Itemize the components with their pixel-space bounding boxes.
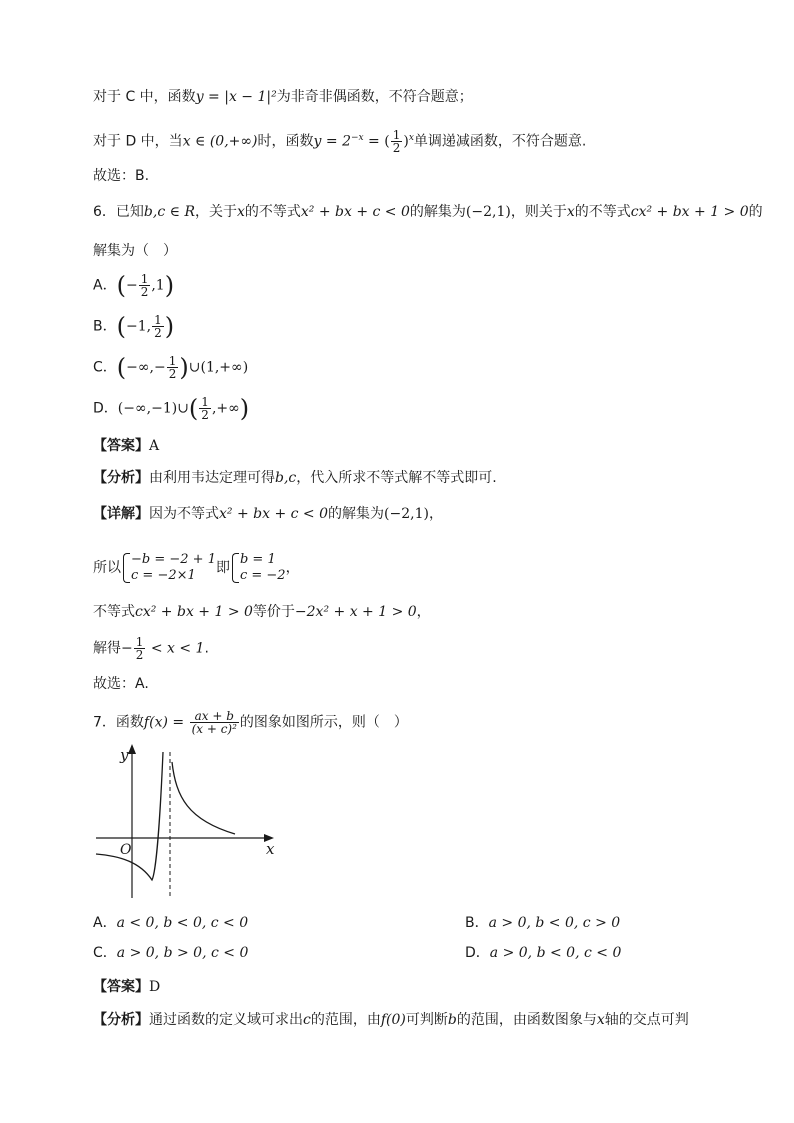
- option-text: a > 0, b > 0, c < 0: [116, 945, 249, 961]
- equivalence-6: [93, 601, 734, 623]
- text: 的范围，由函数图象与: [456, 1012, 597, 1028]
- text: 的不等式: [244, 204, 301, 220]
- analysis-6: [93, 467, 734, 489]
- math: −2x² + x + 1 > 0: [294, 604, 417, 620]
- answer-value: A: [149, 438, 160, 454]
- math: ∪: [177, 400, 189, 417]
- option-text: a < 0, b < 0, c < 0: [116, 915, 249, 931]
- curve-right-branch: [172, 762, 235, 834]
- question-6-option-c: [93, 355, 734, 380]
- text: 轴的交点可判: [604, 1012, 689, 1028]
- option-label: D．: [465, 945, 490, 961]
- question-6-option-a: [93, 273, 734, 298]
- text: 时，函数: [257, 133, 314, 150]
- math: < x < 1: [146, 640, 205, 657]
- numerator: 1: [154, 313, 162, 327]
- math: ): [403, 133, 409, 150]
- equation: c = −2×1: [131, 568, 196, 583]
- math: −∞,−: [126, 359, 166, 376]
- analysis-7: [93, 1009, 734, 1031]
- text: 因为不等式: [149, 506, 219, 522]
- math: x ∈ (0,+∞): [182, 133, 258, 150]
- paragraph-option-d: [93, 127, 734, 154]
- math: x² + bx + c < 0: [219, 506, 329, 522]
- option-text: a > 0, b < 0, c < 0: [489, 945, 622, 961]
- denominator: 2: [392, 141, 401, 156]
- fraction: [167, 355, 179, 380]
- math: (−∞,−1): [117, 400, 178, 417]
- paren: ): [164, 312, 175, 341]
- math: x: [408, 133, 414, 143]
- fraction: [391, 129, 403, 154]
- math: b,c ∈ R: [143, 204, 195, 220]
- origin-label: O: [120, 842, 132, 858]
- math: = (: [363, 133, 390, 150]
- option-label: A．: [93, 915, 117, 931]
- text: ，则关于: [510, 204, 567, 220]
- denominator: 2: [140, 285, 149, 299]
- text: ，: [285, 560, 300, 576]
- math: x: [236, 204, 245, 220]
- text: 7．函数: [93, 714, 144, 731]
- math: cx² + bx + 1 > 0: [630, 204, 749, 220]
- paren: (: [116, 271, 126, 300]
- fraction: [134, 636, 146, 661]
- answer-7: [93, 976, 734, 998]
- math: (1,+∞): [200, 359, 249, 376]
- math: x: [566, 204, 575, 220]
- equation: c = −2: [239, 568, 286, 583]
- text: 单调递减函数，不符合题意.: [413, 133, 587, 150]
- fraction: [139, 273, 151, 298]
- select-6: 故选：A.: [93, 676, 149, 692]
- denominator: (x + c)²: [191, 722, 237, 736]
- question-6-option-b: [93, 314, 734, 339]
- analysis-tag: 【分析】: [93, 1012, 149, 1028]
- numerator: ax + b: [190, 710, 239, 723]
- math: c: [303, 1012, 311, 1028]
- fraction: [190, 710, 239, 735]
- text: 为非奇非偶函数，不符合题意；: [276, 89, 473, 105]
- numerator: 1: [135, 635, 144, 649]
- denominator: 2: [154, 326, 162, 340]
- numerator: 1: [201, 395, 209, 409]
- curve-left-branch: [96, 752, 163, 880]
- text: 的范围，由: [310, 1012, 381, 1028]
- text: ，代入所求不等式解不等式即可.: [296, 470, 497, 486]
- system-6: [93, 548, 734, 588]
- option-label: B．: [465, 915, 489, 931]
- analysis-tag: 【分析】: [93, 470, 149, 486]
- option-a: [93, 915, 248, 931]
- text: 对于 D 中，当: [93, 133, 183, 150]
- solution-6: [93, 636, 734, 661]
- math: ,1: [151, 277, 165, 294]
- math: x: [596, 1012, 605, 1028]
- text: 等价于: [252, 604, 295, 620]
- answer-6: [93, 435, 734, 457]
- math: y = 2: [313, 133, 351, 150]
- fraction: [199, 396, 211, 421]
- numerator: 1: [392, 128, 401, 143]
- question-6-option-d: [93, 396, 734, 421]
- math: b: [447, 1012, 457, 1028]
- answer-value: D: [149, 979, 161, 995]
- math: cx² + bx + 1 > 0: [135, 604, 253, 620]
- text: 不等式: [93, 604, 135, 620]
- option-c: [93, 945, 248, 961]
- text: 的解集为: [409, 204, 466, 220]
- numerator: 1: [140, 272, 149, 286]
- text: ，关于: [194, 204, 237, 220]
- math: ,+∞: [211, 400, 240, 417]
- option-label: B．: [93, 318, 117, 335]
- y-axis-arrow: [128, 744, 136, 754]
- detail-tag: 【详解】: [93, 506, 149, 522]
- option-text: a > 0, b < 0, c > 0: [488, 915, 621, 931]
- math: (−2,1): [465, 204, 511, 220]
- denominator: 2: [135, 648, 144, 662]
- text: 解得: [93, 640, 121, 657]
- math: b,c: [275, 470, 297, 486]
- equation-system: [121, 552, 216, 584]
- question-7-options-row-1: [93, 912, 734, 934]
- fraction: [152, 314, 164, 339]
- equation: b = 1: [239, 552, 276, 567]
- function-graph: [90, 742, 280, 902]
- math: x² + bx + c < 0: [300, 204, 410, 220]
- question-7-options-row-2: [93, 942, 734, 964]
- option-label: C．: [93, 945, 117, 961]
- numerator: 1: [168, 354, 177, 368]
- option-label: C．: [93, 359, 117, 376]
- text: 由利用韦达定理可得: [149, 470, 275, 486]
- text: 对于 C 中，函数: [93, 89, 196, 105]
- paren: ): [164, 271, 175, 300]
- math: −: [125, 277, 138, 294]
- text: 即: [215, 560, 230, 576]
- math: f(x) =: [143, 714, 189, 731]
- answer-tag: 【答案】: [93, 979, 149, 995]
- text: 可判断: [405, 1012, 448, 1028]
- paren: (: [188, 394, 199, 423]
- y-axis-label: y: [120, 746, 129, 764]
- denominator: 2: [168, 367, 177, 381]
- paren: ): [239, 394, 250, 423]
- math: −: [121, 640, 133, 657]
- math: y = |x − 1|²: [195, 89, 277, 105]
- text: 的不等式: [574, 204, 631, 220]
- denominator: 2: [201, 408, 209, 422]
- math: −1,: [125, 318, 152, 335]
- text: 的图象如图所示，则（ ）: [239, 714, 408, 731]
- text: 的解集为: [328, 506, 385, 522]
- paren: (: [116, 312, 126, 341]
- answer-tag: 【答案】: [93, 438, 149, 454]
- paragraph-select-b: 故选：B.: [93, 168, 150, 184]
- paren: ): [179, 353, 189, 382]
- math: f(0): [380, 1012, 406, 1028]
- equation: −b = −2 + 1: [131, 552, 216, 567]
- text: 6．已知: [93, 204, 144, 220]
- paragraph-option-c: [93, 86, 734, 108]
- question-6-stem: [93, 201, 763, 223]
- math: (−2,1): [384, 506, 429, 522]
- math: −x: [350, 133, 364, 143]
- option-label: A．: [93, 277, 117, 294]
- text: 的: [748, 204, 763, 220]
- text: .: [204, 640, 209, 657]
- option-d: [465, 942, 621, 964]
- question-7-stem: [93, 710, 734, 735]
- option-label: D．: [93, 400, 118, 417]
- text: 通过函数的定义域可求出: [149, 1012, 303, 1028]
- text: ，: [416, 604, 431, 620]
- option-b: [465, 912, 620, 934]
- math: ∪: [188, 359, 201, 376]
- text: 所以: [93, 560, 121, 576]
- detail-6: [93, 503, 734, 525]
- x-axis-label: x: [266, 840, 275, 858]
- equation-system: [230, 552, 286, 584]
- question-6-stem-line-2: 解集为（ ）: [93, 243, 177, 259]
- text: ，: [428, 506, 443, 522]
- paren: (: [116, 353, 127, 382]
